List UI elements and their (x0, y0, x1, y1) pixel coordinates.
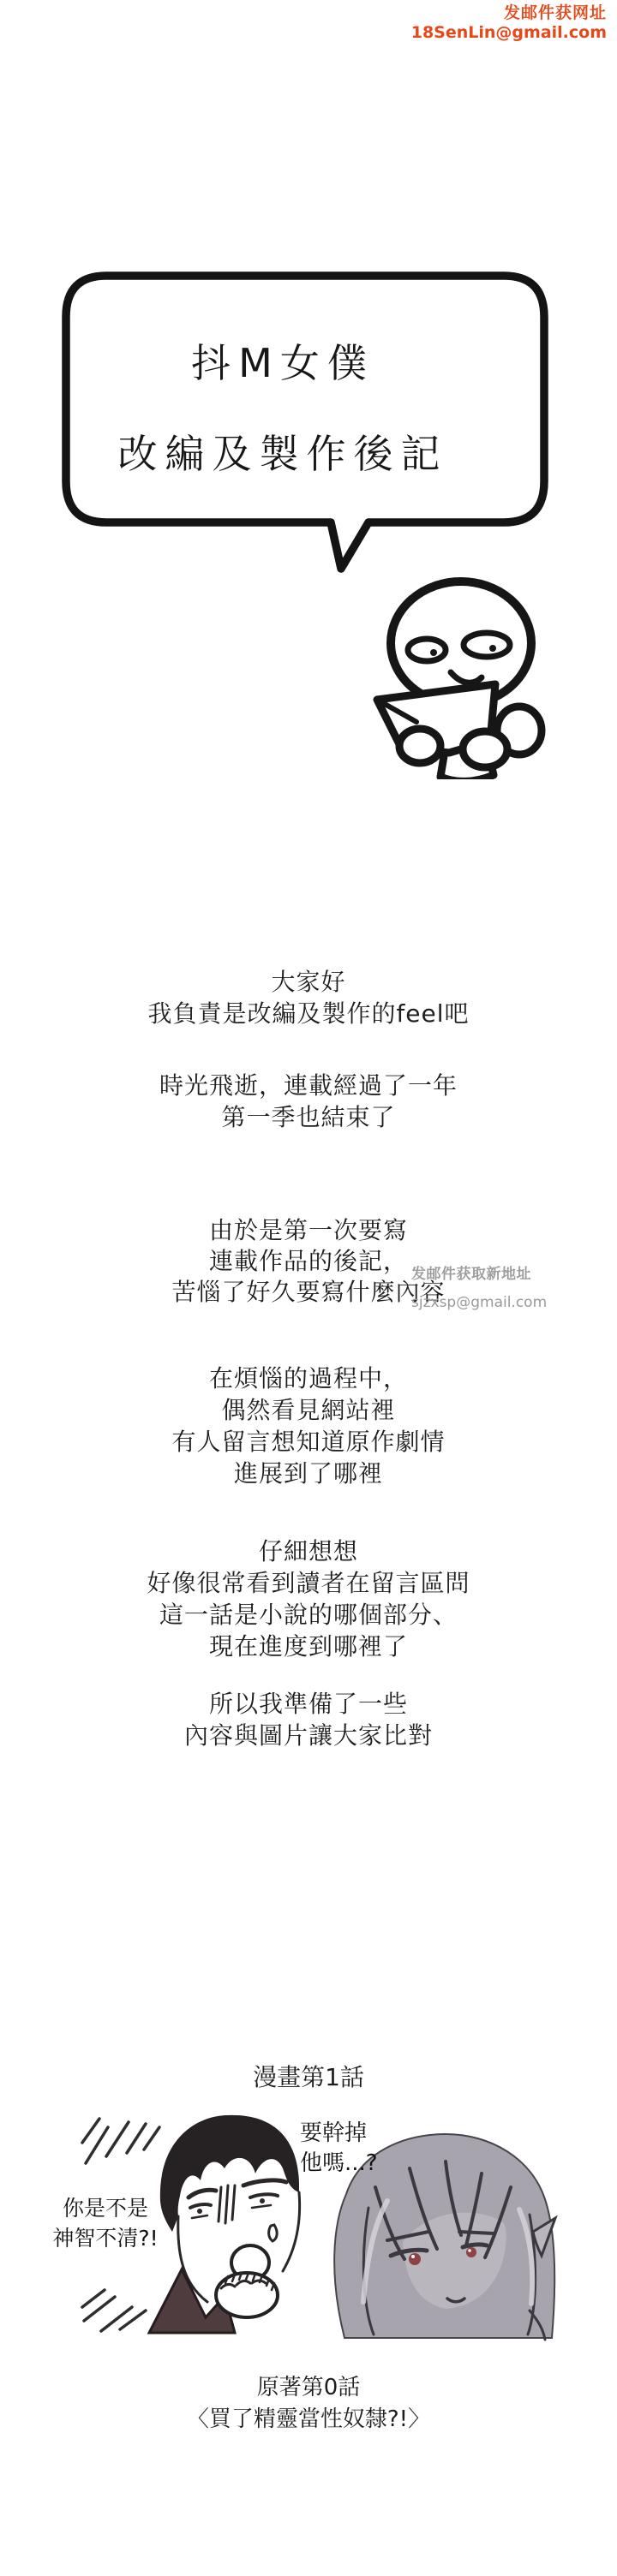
doodle-right-pupil (489, 645, 496, 652)
sweat-drop (269, 2225, 278, 2241)
panel-dialogue-left (24, 2193, 187, 2253)
text-line: 由於是第一次要寫 (208, 1216, 408, 1244)
text-line: 仔細想想 (258, 1537, 358, 1565)
watermark-mid (411, 1261, 547, 1317)
text-line: 他嗎...? (300, 2150, 378, 2176)
watermark-mid-line1: 发邮件获取新地址 (411, 1266, 531, 1283)
watermark-top-line1: 发邮件获网址 (503, 3, 607, 22)
text-line: 你是不是 (62, 2196, 148, 2221)
watermark-top (411, 3, 607, 43)
girl-right-pupil (466, 2247, 476, 2257)
girl-right-eye (463, 2245, 487, 2247)
text-line: 偶然看見網站裡 (221, 1396, 396, 1424)
panel-dialogue-right (300, 2119, 378, 2179)
man-left-brow (189, 2190, 216, 2197)
reader-doodle-character (367, 569, 560, 779)
doodle-left-fist (399, 729, 440, 763)
man-left-eye (190, 2204, 211, 2208)
text-line: 大家好 (271, 968, 346, 996)
girl-left-pupil (409, 2253, 421, 2265)
text-line: 所以我準備了一些 (208, 1690, 408, 1718)
text-line: 苦惱了好久要寫什麼內容 (171, 1278, 446, 1306)
bubble-title-line1: 抖M女僕 (191, 340, 374, 386)
bubble-title-line2: 改編及製作後記 (117, 431, 448, 477)
speech-bubble-outline (66, 276, 544, 569)
afterword-paragraph-2 (0, 1070, 617, 1133)
text-line: 我負責是改編及製作的feel吧 (147, 999, 470, 1028)
text-line: 進展到了哪裡 (233, 1459, 383, 1488)
afterword-paragraph-1 (0, 966, 617, 1029)
text-line: 內容與圖片讓大家比對 (183, 1721, 433, 1750)
doodle-left-pupil (430, 649, 437, 656)
man-right-brow (243, 2180, 286, 2185)
watermark-top-line2: 18SenLin@gmail.com (410, 23, 607, 42)
watermark-mid-line2: sjzxsp@gmail.com (411, 1294, 548, 1311)
afterword-paragraph-6 (0, 1688, 617, 1751)
doodle-right-fist (463, 731, 507, 767)
original-chapter-title: 〈買了精靈當性奴隸?!〉 (186, 2406, 431, 2432)
text-line: 在煩惱的過程中， (208, 1364, 408, 1392)
text-line: 連載作品的後記， (208, 1247, 408, 1275)
afterword-paragraph-5 (0, 1535, 617, 1662)
afterword-paragraph-4 (0, 1363, 617, 1489)
text-line: 第一季也結束了 (221, 1103, 396, 1131)
original-chapter-label: 原著第0話 (256, 2375, 361, 2400)
girl-right-brow (459, 2232, 494, 2233)
text-line: 有人留言想知道原作劇情 (171, 1428, 446, 1456)
text-line: 這一話是小說的哪個部分、 (159, 1601, 458, 1629)
text-line: 要幹掉 (300, 2120, 368, 2146)
text-line: 好像很常看到讀者在留言區問 (147, 1569, 470, 1597)
text-line: 神智不清?! (52, 2226, 159, 2251)
comic-chapter-label: 漫畫第1話 (253, 2063, 364, 2091)
bottom-caption (0, 2372, 617, 2436)
text-line: 現在進度到哪裡了 (208, 1632, 408, 1661)
doodle-left-eye (408, 639, 446, 661)
text-line: 時光飛逝，連載經過了一年 (159, 1071, 458, 1100)
man-right-eye (250, 2194, 278, 2197)
doodle-right-eye (464, 633, 510, 657)
